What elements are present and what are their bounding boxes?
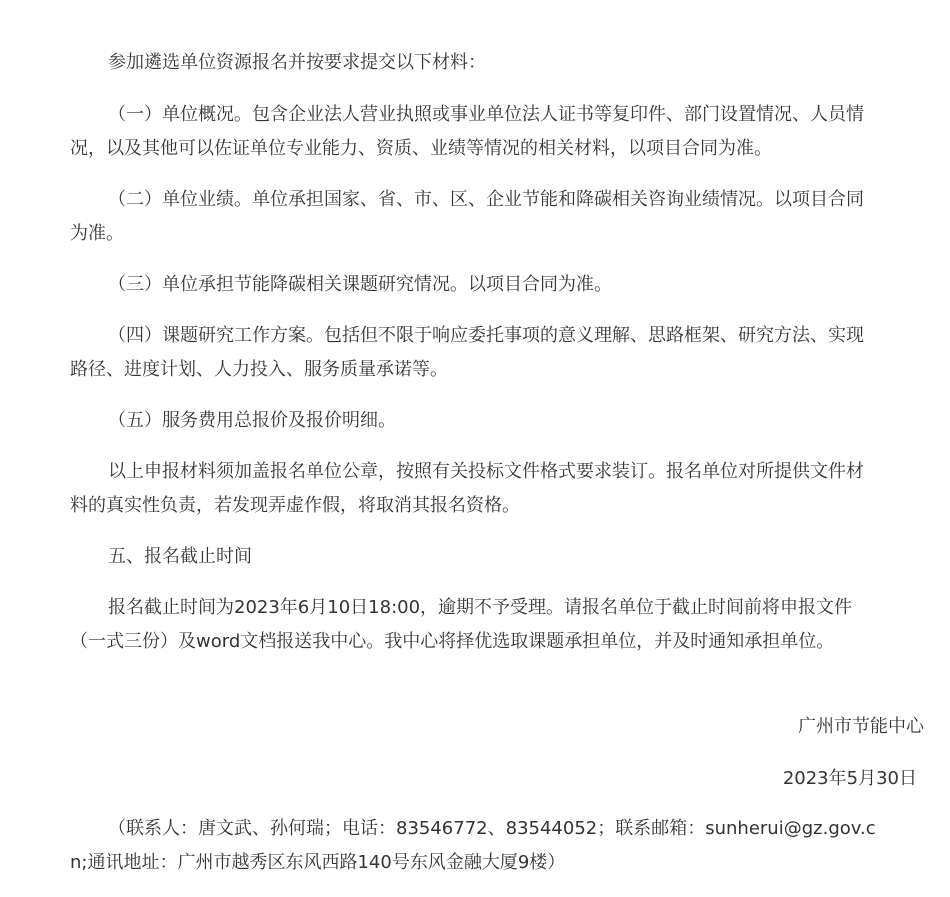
deadline-paragraph: 报名截止时间为2023年6月10日18:00，逾期不予受理。请报名单位于截止时间前将申报文件（一式三份）及word文档报送我中心。我中心将择优选取课题承担单位，并及时通知承担单位。 (70, 597, 853, 652)
item-service-quote: （五）服务费用总报价及报价明细。 (108, 410, 396, 431)
item-unit-overview: （一）单位概况。包含企业法人营业执照或事业单位法人证书等复印件、部门设置情况、人员情况，以及其他可以佐证单位专业能力、资质、业绩等情况的相关材料，以项目合同为准。 (70, 104, 864, 159)
intro-paragraph: 参加遴选单位资源报名并按要求提交以下材料： (108, 52, 486, 73)
item-research-projects: （三）单位承担节能降碳相关课题研究情况。以项目合同为准。 (108, 274, 612, 295)
signature-organization: 广州市节能中心 (798, 716, 924, 737)
signature-date: 2023年5月30日 (782, 768, 917, 789)
item-unit-performance: （二）单位业绩。单位承担国家、省、市、区、企业节能和降碳相关咨询业绩情况。以项目合同为准。 (70, 189, 864, 244)
contact-paragraph: （联系人：唐文武、孙何瑞；电话：83546772、83544052；联系邮箱：sunherui@gz.gov.cn;通讯地址：广州市越秀区东风西路140号东风金融大厦9楼） (70, 818, 876, 873)
item-work-plan: （四）课题研究工作方案。包括但不限于响应委托事项的意义理解、思路框架、研究方法、实现路径、进度计划、人力投入、服务质量承诺等。 (70, 325, 864, 380)
seal-requirement-paragraph: 以上申报材料须加盖报名单位公章，按照有关投标文件格式要求装订。报名单位对所提供文件材料的真实性负责，若发现弄虚作假，将取消其报名资格。 (70, 461, 864, 516)
section-heading: 五、报名截止时间 (108, 546, 252, 567)
